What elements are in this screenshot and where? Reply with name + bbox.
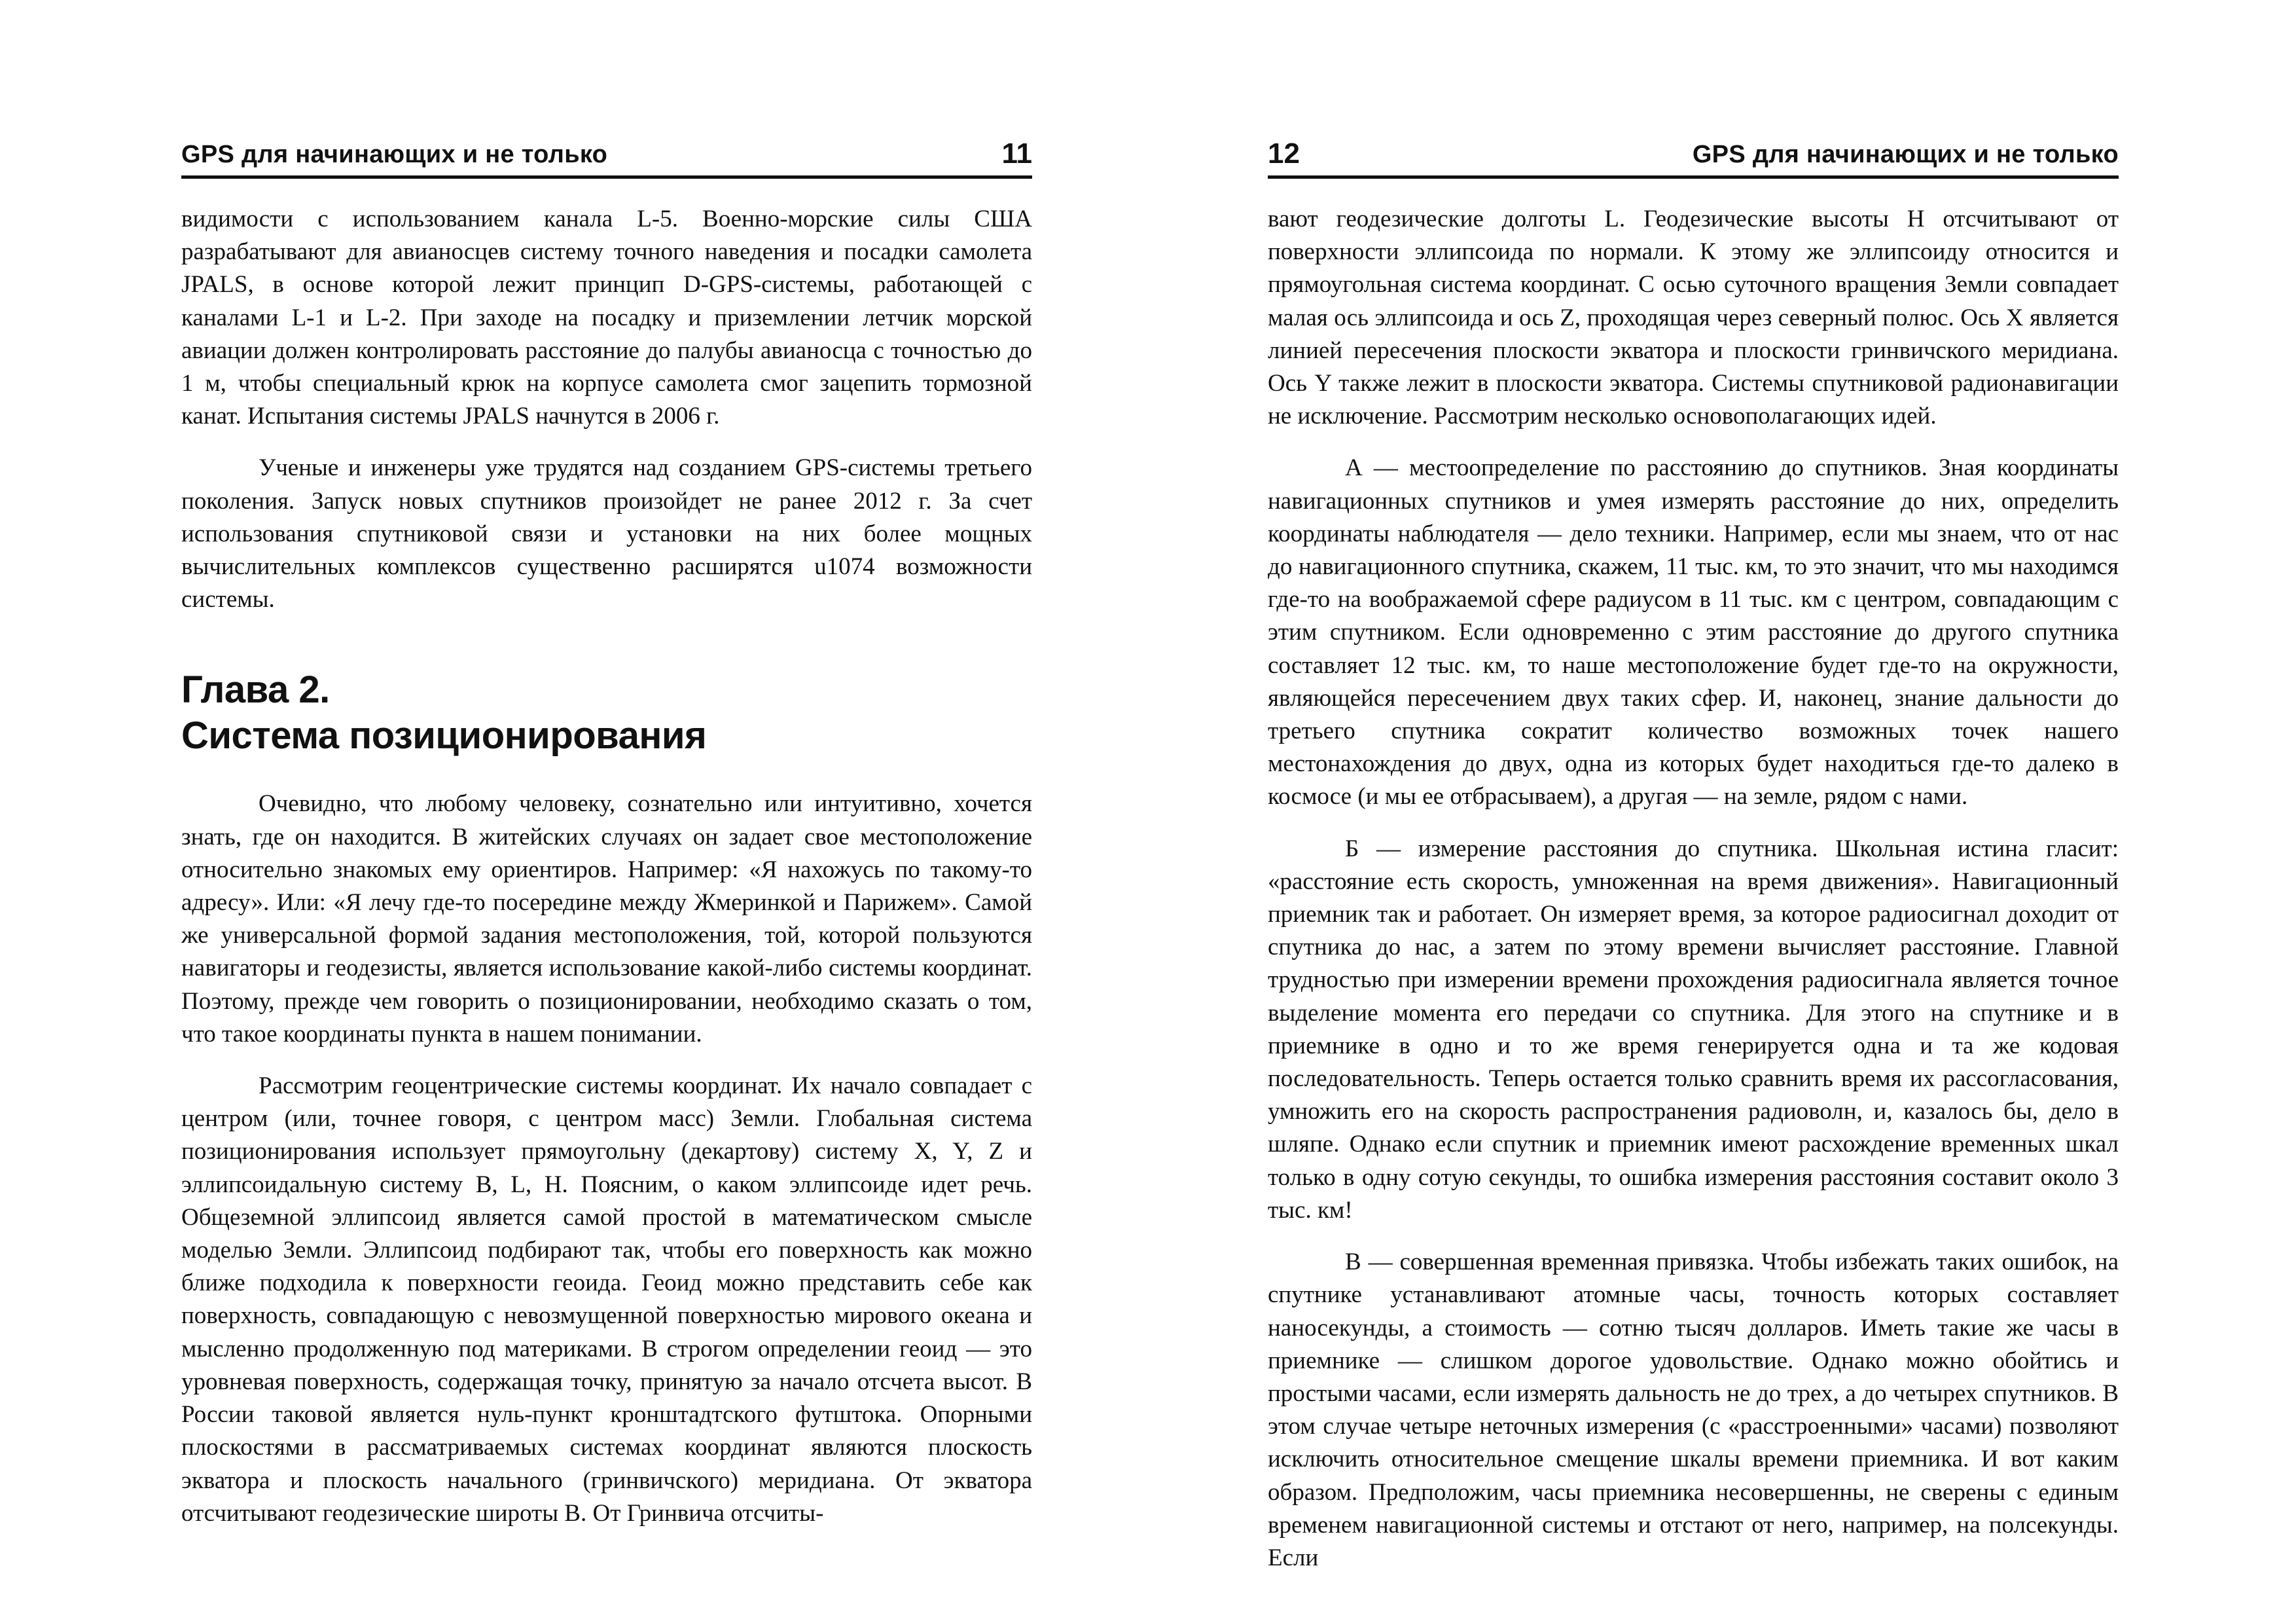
chapter-number: Глава 2. xyxy=(181,668,330,712)
right-body-text xyxy=(1268,203,2119,1575)
paragraph: Рассмотрим геоцентрические системы координат. Их начало совпадает с центром (или, точнее говоря, с центром масс) Земли. Глобальная система позиционирования использует прямоугольну (декартову) систему X, Y, Z и эллипсоидальную систему B, L, H. Поясним, о каком эллипсоиде идет речь. Общеземной эллипсоид является самой простой в математическом смысле моделью Земли. Эллипсоид подбирают так, чтобы его поверхность как можно ближе подходила к поверхности геоида. Геоид можно представить себе как поверхность, совпадающую с невозмущенной поверхностью мирового океана и мысленно продолженную под материками. В строгом определении геоид — это уровневая поверхность, содержащая точку, принятую за начало отсчета высот. В России таковой является нуль-пункт кронштадтского футштока. Опорными плоскостями в рассматриваемых системах координат являются плоскость экватора и плоскость начального (гринвичского) меридиана. От экватора отсчитывают геодезические широты B. От Гринвича отсчиты- xyxy=(181,1072,1032,1527)
right-page xyxy=(1268,0,2119,1623)
paragraph: Ученые и инженеры уже трудятся над созданием GPS-системы третьего поколения. Запуск новых спутников произойдет не ранее 2012 г. За счет использования спутниковой связи и установки на них более мощных вычислительных комплексов существенно расширятся u1074 возможности системы. xyxy=(181,454,1032,613)
paragraph: Очевидно, что любому человеку, сознательно или интуитивно, хочется знать, где он находится. В житейских случаях он задает свое местоположение относительно знакомых ему ориентиров. Например: «Я нахожусь по такому-то адресу». Или: «Я лечу где-то посередине между Жмеринкой и Парижем». Самой же универсальной формой задания местоположения, той, которой пользуются навигаторы и геодезисты, является использование какой-либо системы координат. Поэтому, прежде чем говорить о позиционировании, необходимо сказать о том, что такое координаты пункта в нашем понимании. xyxy=(181,790,1032,1048)
paragraph: вают геодезические долготы L. Геодезические высоты H отсчитывают от поверхности эллипсоида по нормали. К этому же эллипсоиду относится и прямоугольная система координат. С осью суточного вращения Земли совпадает малая ось эллипсоида и ось Z, проходящая через северный полюс. Ось X является линией пересечения плоскости экватора и плоскости гринвичского меридиана. Ось Y также лежит в плоскости экватора. Системы спутниковой радионавигации не исключение. Рассмотрим несколько основополагающих идей. xyxy=(1268,206,2119,430)
paragraph: А — местоопределение по расстоянию до спутников. Зная координаты навигационных спутников и умея измерять расстояние до них, определить координаты наблюдателя — дело техники. Например, если мы знаем, что от нас до навигационного спутника, скажем, 11 тыс. км, то это значит, что мы находимся где-то на воображаемой сфере радиусом в 11 тыс. км с центром, совпадающим с этим спутником. Если одновременно с этим расстояние до другого спутника составляет 12 тыс. км, то наше местоположение будет где-то на окружности, являющейся пересечением двух таких сфер. И, наконец, знание дальности до третьего спутника сократит количество возможных точек нашего местонахождения до двух, одна из которых будет находиться где-то далеко в космосе (и мы ее отбрасываем), а другая — на земле, рядом с нами. xyxy=(1268,454,2119,811)
left-page-number: 11 xyxy=(1001,137,1032,170)
left-body-text xyxy=(181,203,1032,1530)
right-running-head xyxy=(1268,128,2119,179)
chapter-heading xyxy=(181,667,1032,759)
left-running-head-title: GPS для начинающих и не только xyxy=(181,141,608,168)
left-page xyxy=(181,0,1032,1623)
left-running-head xyxy=(181,128,1032,179)
paragraph: видимости с использованием канала L-5. Военно-морские силы США разрабатывают для авианосцев систему точного наведения и посадки самолета JPALS, в основе которой лежит принцип D-GPS-системы, работающей с каналами L-1 и L-2. При заходе на посадку и приземлении летчик морской авиации должен контролировать расстояние до палубы авианосца с точностью до 1 м, чтобы специальный крюк на корпусе самолета смог зацепить тормозной канат. Испытания системы JPALS начнутся в 2006 г. xyxy=(181,206,1032,430)
paragraph: В — совершенная временная привязка. Чтобы избежать таких ошибок, на спутнике устанавливают атомные часы, точность которых составляет наносекунды, а стоимость — сотню тысяч долларов. Иметь такие же часы в приемнике — слишком дорогое удовольствие. Однако можно обойтись и простыми часами, если измерять дальность не до трех, а до четырех спутников. В этом случае четыре неточных измерения (с «расстроенными» часами) позволяют исключить относительное смещение шкалы времени приемника. И вот каким образом. Предположим, часы приемника несовершенны, не сверены с единым временем навигационной системы и отстают от него, например, на полсекунды. Если xyxy=(1268,1249,2119,1571)
right-page-number: 12 xyxy=(1268,137,1300,170)
chapter-title: Система позиционирования xyxy=(181,714,707,757)
paragraph: Б — измерение расстояния до спутника. Школьная истина гласит: «расстояние есть скорость, умноженная на время движения». Навигационный приемник так и работает. Он измеряет время, за которое радиосигнал доходит от спутника до нас, а затем по этому времени вычисляет расстояние. Главной трудностью при измерении времени прохождения радиосигнала является точное выделение момента его передачи со спутника. Для этого на спутнике и в приемнике в одно и то же время генерируется одна и та же кодовая последовательность. Теперь остается только сравнить время их рассогласования, умножить его на скорость распространения радиоволн, и, казалось бы, дело в шляпе. Однако если спутник и приемник имеют расхождение временных шкал только в одну сотую секунды, то ошибка измерения расстояния составит около 3 тыс. км! xyxy=(1268,835,2119,1224)
right-running-head-title: GPS для начинающих и не только xyxy=(1692,141,2119,168)
